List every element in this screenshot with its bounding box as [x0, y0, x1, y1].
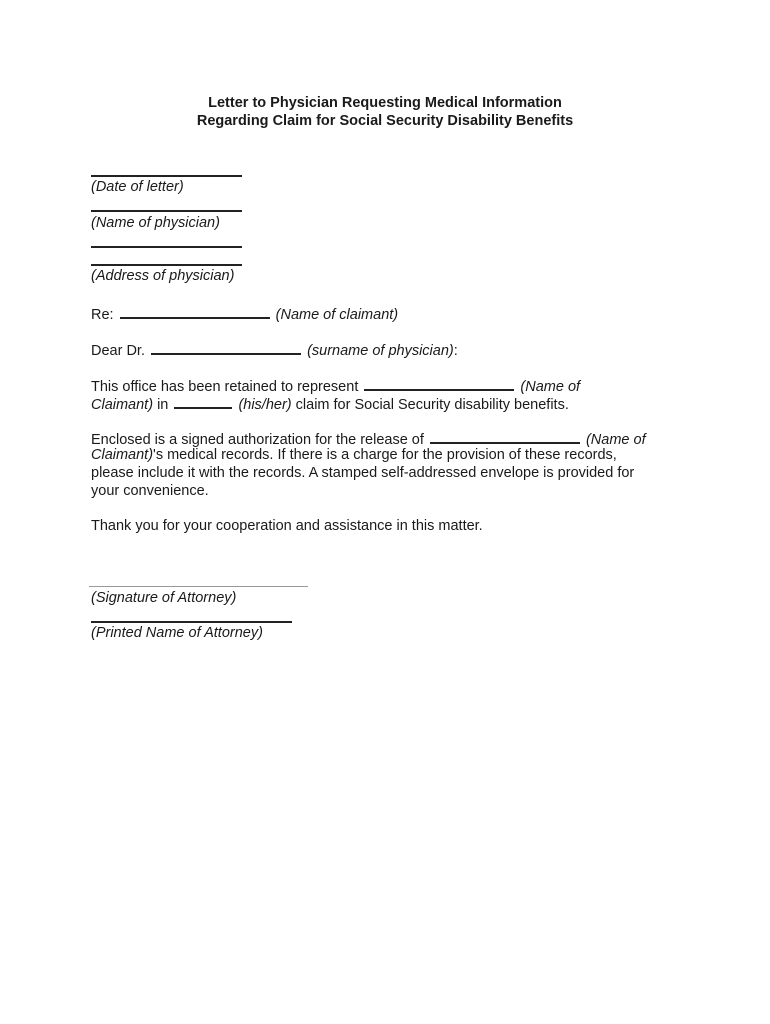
paragraph-2-line-4: your convenience. — [91, 483, 209, 499]
p2-hint-1: (Name of — [585, 432, 646, 448]
physician-address-label: (Address of physician) — [91, 268, 235, 284]
p1-text-1: This office has been retained to represent — [91, 379, 359, 395]
salutation-hint: (surname of physician) — [307, 343, 454, 359]
surname-blank — [151, 339, 301, 355]
re-line — [91, 303, 398, 324]
physician-address-blank-line-1 — [91, 246, 242, 248]
paragraph-2-line-3: please include it with the records. A stamped self-addressed envelope is provided for — [91, 465, 635, 481]
p1-hint-2: (his/her) — [238, 397, 292, 413]
p2-text-2: 's medical records. If there is a charge for the provision of these records, — [153, 447, 617, 463]
salutation-prefix: Dear Dr. — [91, 343, 145, 359]
paragraph-3: Thank you for your cooperation and assistance in this matter. — [91, 518, 483, 534]
signature-line — [89, 586, 308, 587]
salutation-colon: : — [453, 343, 458, 359]
signature-label: (Signature of Attorney) — [91, 590, 237, 606]
p1-claimant-blank — [364, 375, 514, 391]
date-blank-line — [91, 175, 242, 177]
document-title-line-1: Letter to Physician Requesting Medical Information — [208, 95, 562, 111]
date-label: (Date of letter) — [91, 179, 184, 195]
re-claimant-hint: (Name of claimant) — [275, 307, 399, 323]
p1-hint-1: (Name of — [520, 379, 581, 395]
re-prefix: Re: — [91, 307, 114, 323]
printed-name-line — [91, 621, 292, 623]
physician-name-label: (Name of physician) — [91, 215, 220, 231]
physician-name-blank-line — [91, 210, 242, 212]
p2-text-1: Enclosed is a signed authorization for the release of — [91, 432, 424, 448]
printed-name-label: (Printed Name of Attorney) — [91, 625, 263, 641]
document-title-line-2: Regarding Claim for Social Security Disability Benefits — [196, 113, 574, 129]
p1-hint-1b: Claimant) — [91, 397, 154, 413]
salutation-line — [91, 339, 458, 360]
p2-hint-1b: Claimant) — [91, 447, 154, 463]
p1-text-in: in — [157, 397, 169, 413]
p1-pronoun-blank — [174, 393, 232, 409]
physician-address-blank-line-2 — [91, 264, 242, 266]
paragraph-2-line-2 — [91, 446, 617, 464]
p1-text-3: claim for Social Security disability benefits. — [295, 397, 569, 413]
p2-claimant-blank — [430, 428, 580, 444]
paragraph-1-line-2 — [91, 393, 569, 414]
claimant-name-blank — [120, 303, 270, 319]
